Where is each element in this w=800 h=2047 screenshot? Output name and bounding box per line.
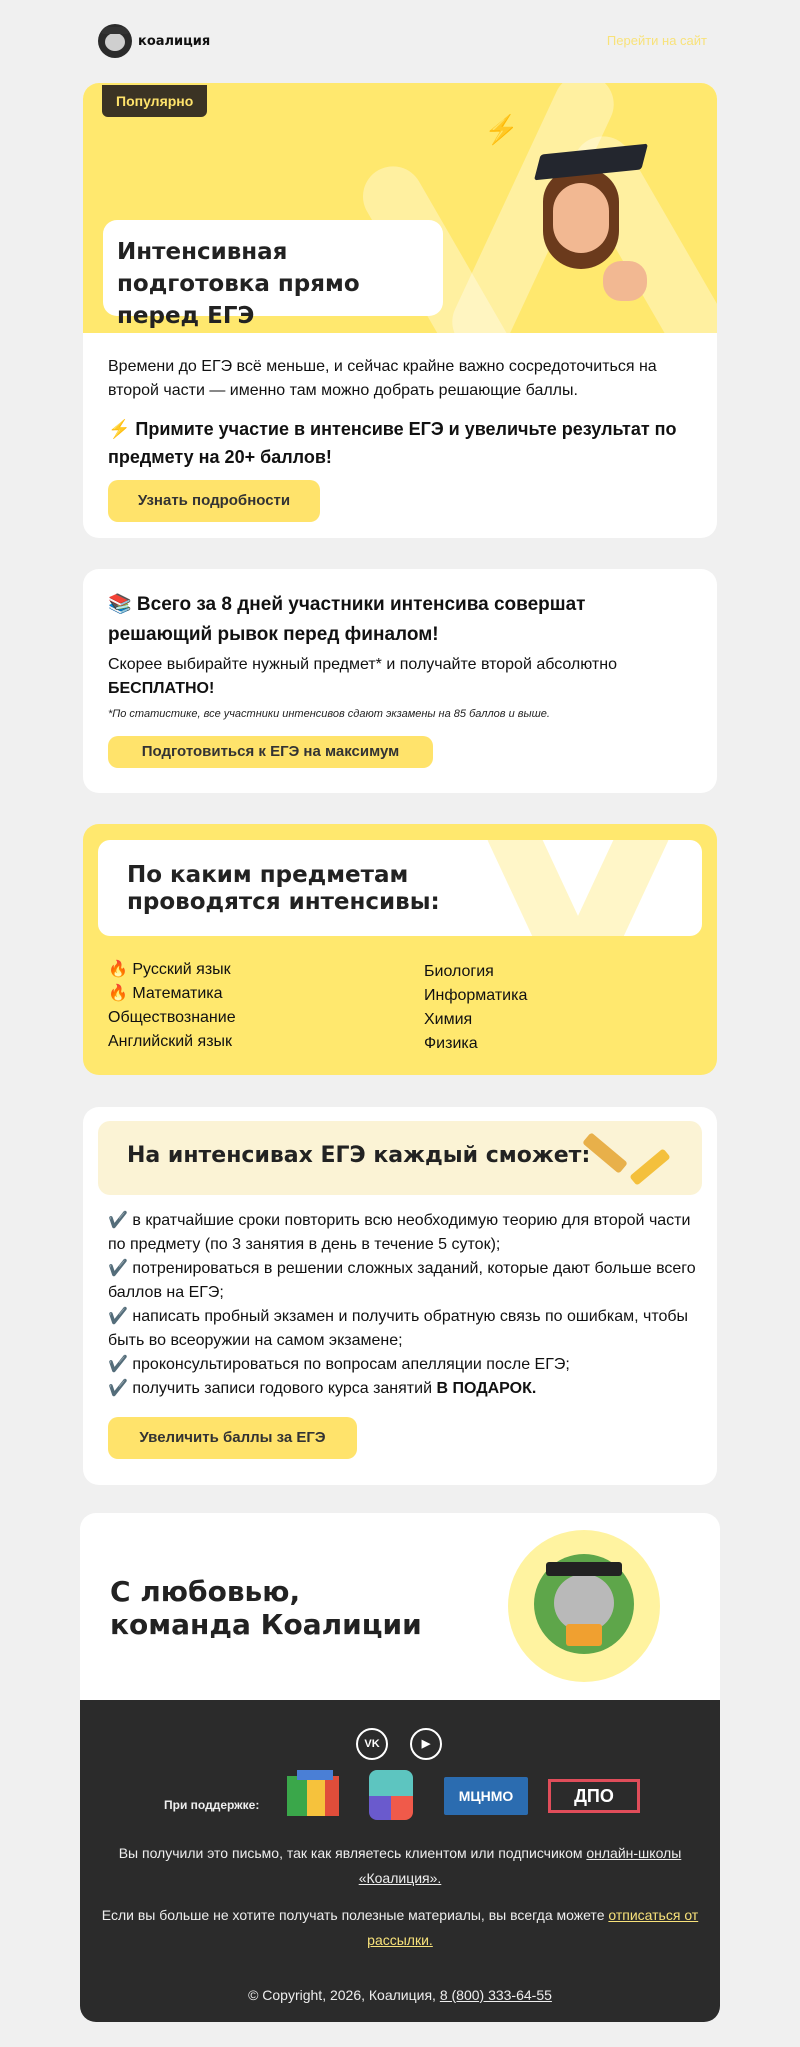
koala-mascot-illustration (508, 1530, 660, 1682)
subject-item: Английский язык (108, 1033, 233, 1050)
support-label: При поддержке: (164, 1798, 260, 1812)
signoff-card (80, 1513, 720, 1713)
go-to-site-link[interactable]: Перейти на сайт (606, 33, 707, 48)
subjects-card (83, 824, 717, 1075)
partner-logo-mcnmo[interactable]: МЦНМО (444, 1777, 528, 1815)
benefits-list (108, 1209, 708, 1401)
learn-more-button[interactable]: Узнать подробности (108, 480, 320, 522)
benefit-item: ✔️ потренироваться в решении сложных заданий, которые дают больше всего баллов на ЕГЭ; (108, 1260, 696, 1301)
signoff-line2: команда Коалиции (110, 1608, 422, 1641)
partner-logo-dpo[interactable]: ДПО (548, 1779, 640, 1813)
phone-link[interactable]: 8 (800) 333-64-55 (439, 1987, 552, 2003)
unsubscribe-link[interactable]: отписаться от рассылки. (367, 1907, 699, 1948)
partner-logo-hexagon[interactable] (365, 1770, 417, 1822)
pencil-icon (629, 1148, 670, 1185)
copyright (100, 1983, 700, 2008)
intro-text: Времени до ЕГЭ всё меньше, и сейчас крайне важно сосредоточиться на второй части — именно там можно добрать решающие баллы. (108, 358, 657, 399)
subject-item: Биология (424, 963, 494, 980)
notice-text: Вы получили это письмо, так как являетесь клиентом или подписчиком (118, 1845, 583, 1861)
promo-title: 📚 Всего за 8 дней участники интенсива совершат решающий рывок перед финалом! (108, 594, 586, 645)
subjects-left-list (108, 958, 236, 1054)
student-avatar-illustration (531, 141, 651, 306)
hero-banner (83, 83, 717, 333)
benefits-header (98, 1121, 702, 1195)
unsubscribe-notice (100, 1903, 700, 1953)
signoff-text (110, 1575, 422, 1641)
subject-item: 🔥 Математика (108, 985, 223, 1002)
hero-title: Интенсивная подготовка прямо перед ЕГЭ (103, 220, 443, 316)
avatar-face (543, 169, 619, 269)
benefit-item: ✔️ проконсультироваться по вопросам апелляции после ЕГЭ; (108, 1356, 570, 1373)
vk-icon[interactable]: VK (356, 1728, 388, 1760)
logo[interactable] (98, 24, 210, 58)
copyright-text: © Copyright, 2026, Коалиция, (248, 1987, 436, 2003)
intro-callout: ⚡ Примите участие в интенсиве ЕГЭ и увеличьте результат по предмету на 20+ баллов! (108, 419, 677, 467)
hero-card (83, 83, 717, 538)
youtube-icon[interactable]: ▶ (410, 1728, 442, 1760)
benefit-gift-bold: В ПОДАРОК. (436, 1380, 537, 1397)
koala-logo-icon (98, 24, 132, 58)
benefit-gift-text: ✔️ получить записи годового курса занятий (108, 1380, 433, 1397)
subject-item: Химия (424, 1011, 473, 1028)
school-link[interactable]: онлайн-школы «Коалиция». (358, 1845, 682, 1886)
logo-text: коалиция (138, 33, 211, 49)
promo-footnote: *По статистике, все участники интенсивов сдают экзамены на 85 баллов и выше. (108, 708, 550, 720)
unsubscribe-text: Если вы больше не хотите получать полезные материалы, вы всегда можете (101, 1907, 605, 1923)
book-icon (566, 1624, 602, 1646)
subjects-title: По каким предметам проводятся интенсивы: (127, 862, 440, 915)
subject-item: Обществознание (108, 1009, 236, 1026)
increase-score-button[interactable]: Увеличить баллы за ЕГЭ (108, 1417, 357, 1459)
promo-text-free: БЕСПЛАТНО! (108, 680, 215, 697)
promo-text (108, 653, 668, 701)
benefit-item: ✔️ написать пробный экзамен и получить обратную связь по ошибкам, чтобы быть во всеоружии на самом экзамене; (108, 1308, 689, 1349)
footer (80, 1700, 720, 2022)
signoff-line1: С любовью, (110, 1575, 301, 1608)
benefits-title: На интенсивах ЕГЭ каждый сможет: (127, 1143, 591, 1168)
subject-item: Информатика (424, 987, 528, 1004)
partner-logo-cube[interactable] (287, 1770, 339, 1822)
subjects-right-list (424, 960, 527, 1056)
subject-item: Физика (424, 1035, 478, 1052)
promo-text-main: Скорее выбирайте нужный предмет* и получайте второй абсолютно (108, 656, 617, 673)
graduation-cap-icon (546, 1562, 622, 1576)
popular-badge: Популярно (102, 85, 207, 117)
subscription-notice (100, 1841, 700, 1891)
promo-card (83, 569, 717, 793)
benefit-item (108, 1377, 708, 1401)
subject-item: 🔥 Русский язык (108, 961, 231, 978)
subjects-header (98, 840, 702, 936)
benefit-item: ✔️ в кратчайшие сроки повторить всю необходимую теорию для второй части по предмету (по 3 занятия в день в течение 5 суток); (108, 1212, 691, 1253)
benefits-card (83, 1107, 717, 1485)
lightning-icon: ⚡ (484, 114, 519, 145)
prepare-button[interactable]: Подготовиться к ЕГЭ на максимум (108, 736, 433, 768)
thumbs-up-icon (603, 261, 647, 301)
